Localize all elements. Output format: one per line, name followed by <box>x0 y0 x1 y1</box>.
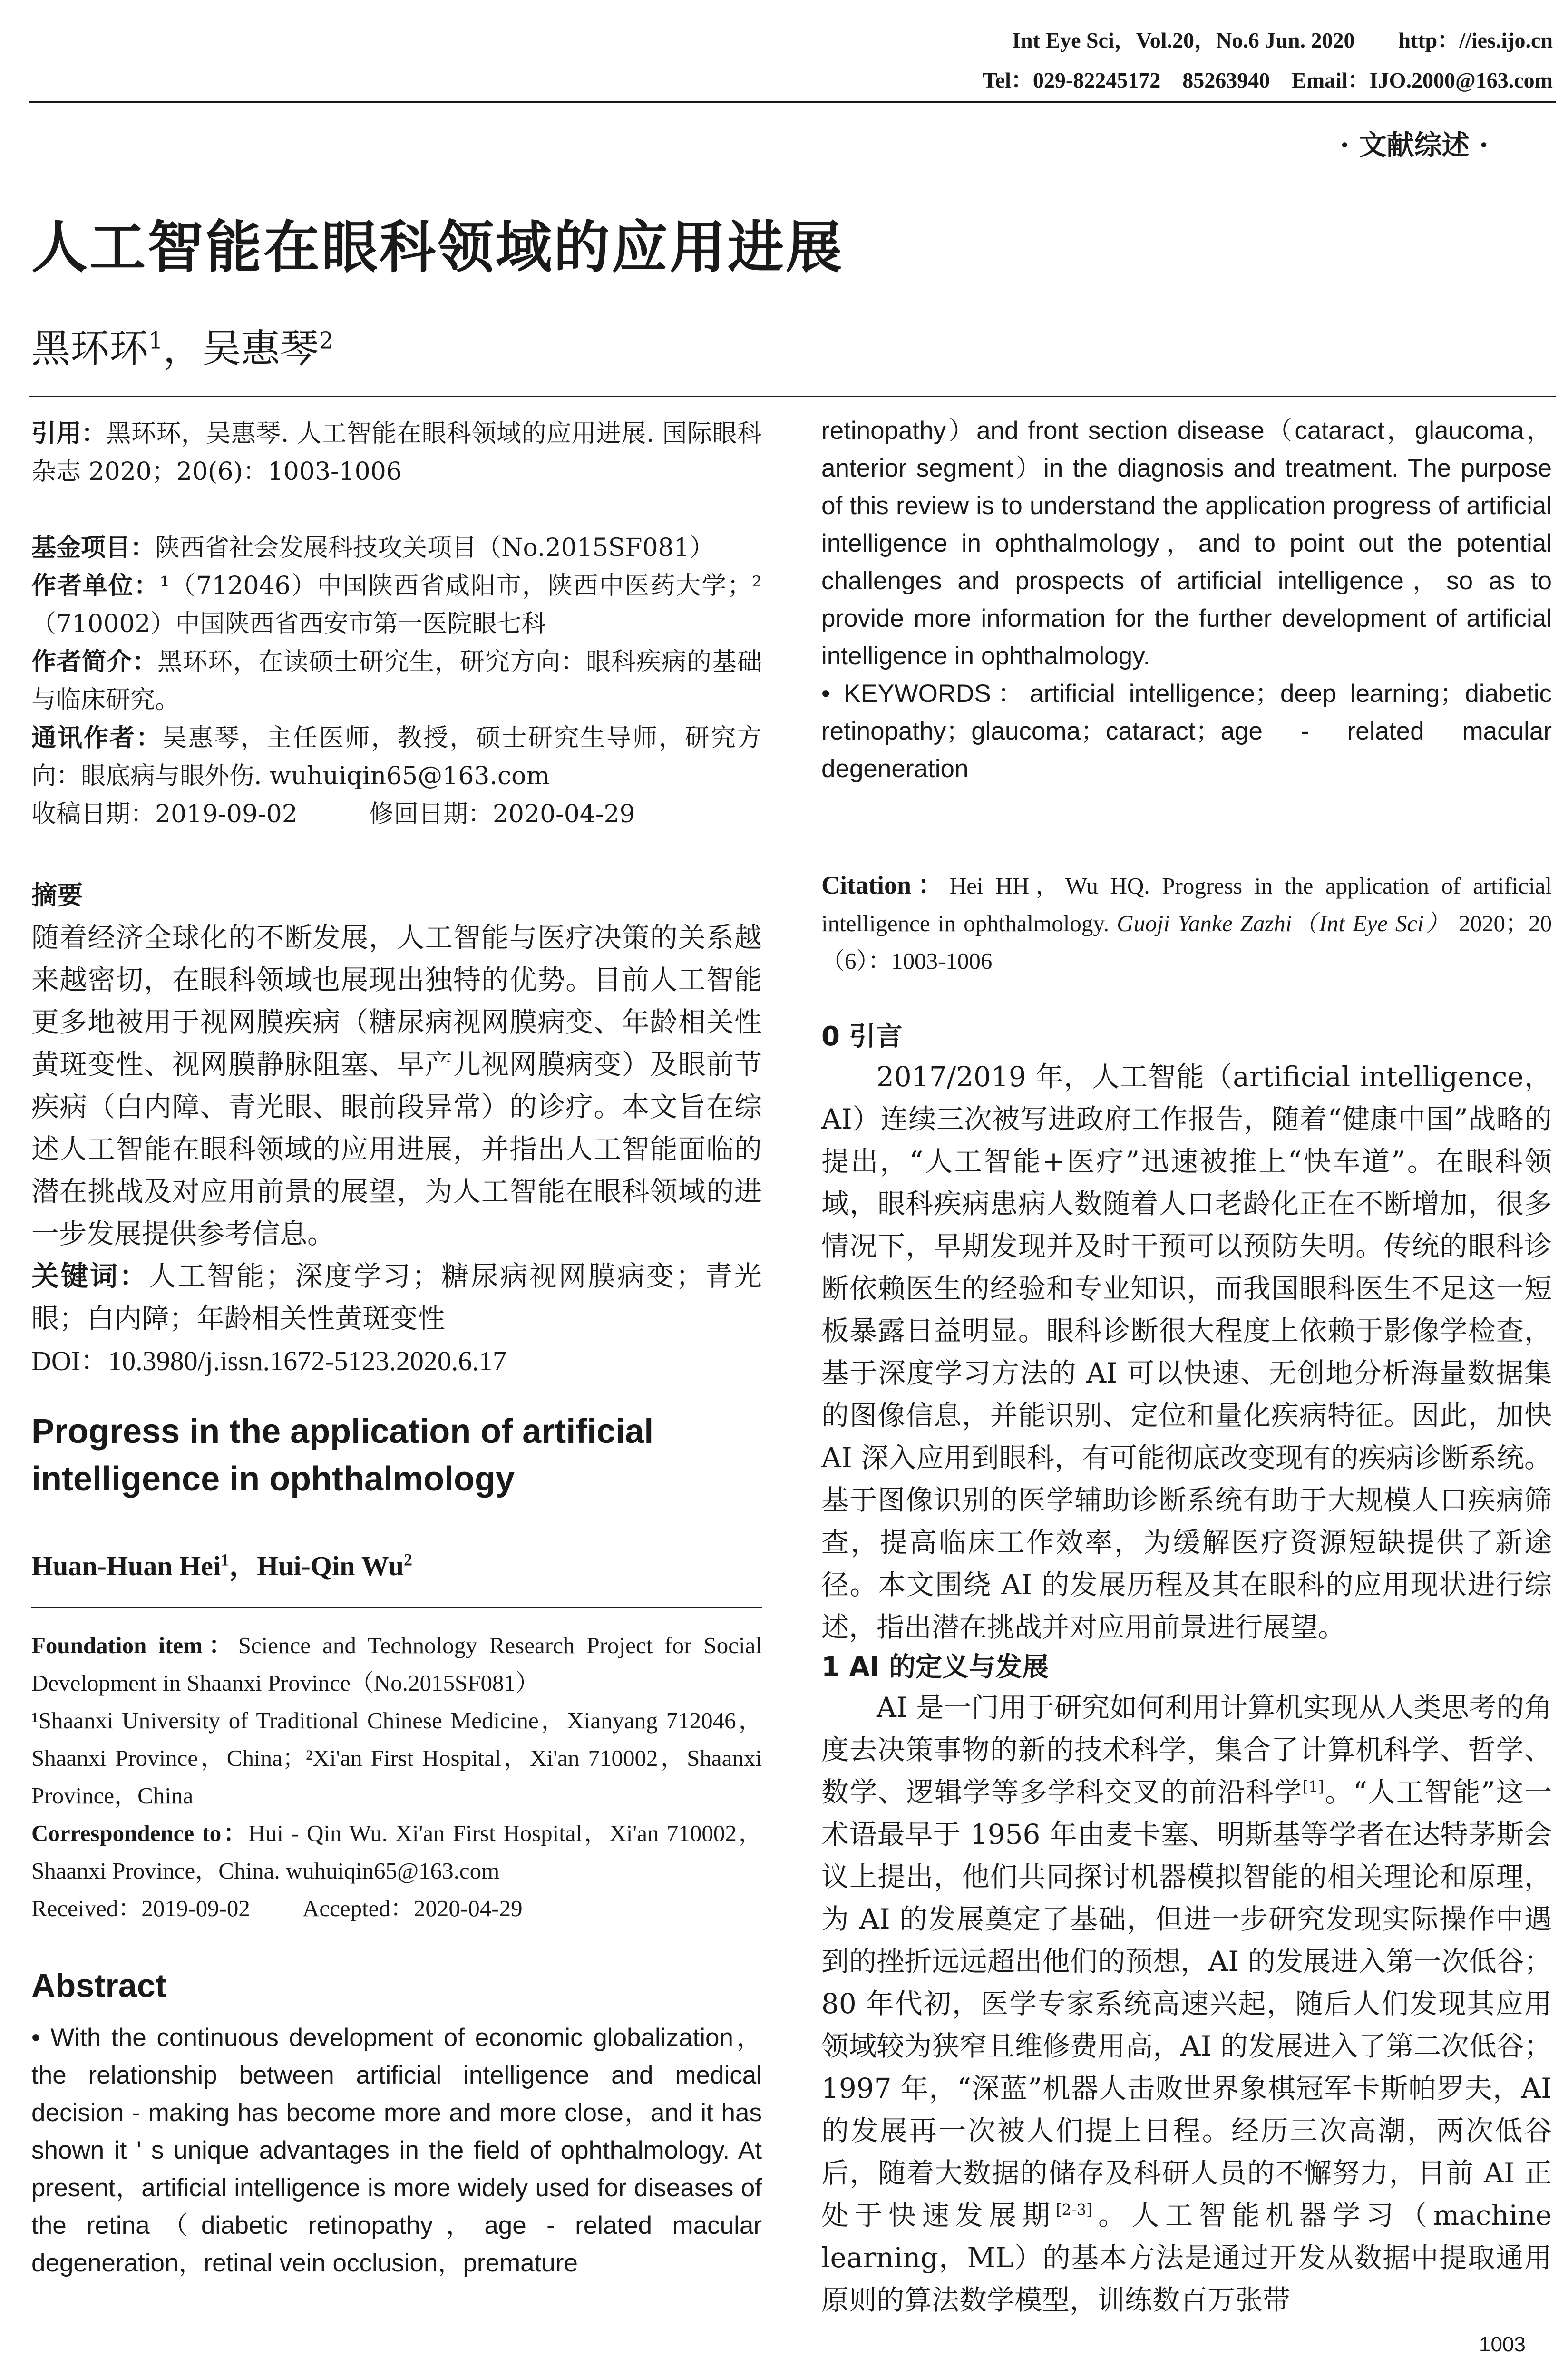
label: 作者简介： <box>31 648 157 676</box>
section-heading-definition: 1 AI 的定义与发展 <box>821 1652 1049 1683</box>
english-author-rule <box>31 1607 762 1608</box>
journal-name: Guoji Yanke Zazhi（Int Eye Sci） <box>1117 910 1451 936</box>
section-tag: · 文献综述 · <box>1340 129 1489 161</box>
definition-paragraph <box>821 1686 1552 2321</box>
text: 黑环环，在读硕士研究生，研究方向：眼科疾病的基础与临床研究。 <box>31 648 762 714</box>
text: Hei HH，Wu HQ. Progress in the application of artificial intelligence in ophthalmology. <box>821 873 1552 936</box>
foundation-line <box>31 1627 762 1702</box>
text: 陕西省社会发展科技攻关项目（No.2015SF081） <box>155 534 714 562</box>
text: 。“人工智能”这一术语最早于 1956 年由麦卡塞、明斯基等学者在达特茅斯会议上提出，他们共同探讨机器模拟智能的相关理论和原理，为 AI 的发展奠定了基础，但进一步研究发现实际操作中遇到的挫折远远超出他们的预想，AI 的发展进入第一次低谷；80 年代初，医学专家系统高速兴起，随后人们发现其应用领域较为狭窄且维修费用高，AI 的发展进入了第二次低谷；1997 年，“深蓝”机器人击败世界象棋冠军卡斯帕罗夫，AI 的发展再一次被人们提上日程。经历三次高潮，两次低谷后，随着大数据的储存及科研人员的不懈努力，目前 AI 正处于快速发展期 <box>821 1776 1552 2231</box>
reference-mark: [1] <box>1302 1777 1325 1796</box>
label: Citation： <box>821 871 950 899</box>
affiliation-mark: 1 <box>148 327 163 354</box>
text: artificial intelligence；deep learning；diabetic retinopathy；glaucoma；cataract；age - related macular degeneration <box>821 680 1552 783</box>
text: 。人工智能机器学习（machine learning，ML）的基本方法是通过开发从数据中提取通用原则的算法数学模型，训练数百万张带 <box>821 2199 1552 2316</box>
label: • KEYWORDS： <box>821 680 1030 708</box>
label: 通讯作者： <box>31 724 162 752</box>
english-abstract-body-left: • With the continuous development of economic globalization，the relationship between artificial intelligence and medical decision - making has become more and more close，and it has shown it ' s unique advantages in the field of ophthalmology. At present，artificial intelligence is more widely used for diseases of the retina（diabetic retinopathy，age - related macular degeneration，retinal vein occlusion，premature <box>31 2024 762 2277</box>
label: 基金项目： <box>31 534 156 562</box>
text: ¹（712046）中国陕西省咸阳市，陕西中医药大学；²（710002）中国陕西省西安市第一医院眼七科 <box>31 572 762 638</box>
unit-line <box>31 567 762 643</box>
page-number: 1003 <box>1479 2333 1526 2356</box>
label: 引用： <box>31 419 107 448</box>
fund-line <box>31 529 762 567</box>
corr-line <box>31 719 762 795</box>
english-keywords <box>821 675 1552 788</box>
header-rule <box>29 101 1556 103</box>
author-name: 黑环环 <box>31 326 149 371</box>
text: Hui - Qin Wu. Xi'an First Hospital，Xi'an 710002，Shaanxi Province，China. wuhuiqin65@163.com <box>31 1820 762 1884</box>
author-list <box>31 318 333 373</box>
accepted-date: Accepted：2020-04-29 <box>302 1895 523 1921</box>
received-date: Received：2019-09-02 <box>31 1895 250 1921</box>
doi-line: DOI：10.3980/j.issn.1672-5123.2020.6.17 <box>31 1345 506 1376</box>
english-author-list <box>31 1543 412 1583</box>
cn-abstract <box>31 874 762 1382</box>
affiliation-line: ¹Shaanxi University of Traditional Chinese Medicine，Xianyang 712046，Shaanxi Province，China；²Xi'an First Hospital，Xi'an 710002，Shaanxi Province，China <box>31 1707 762 1809</box>
abstract-heading: 摘要 <box>31 880 83 910</box>
title-rule <box>29 396 1556 397</box>
intro-paragraph: 2017/2019 年，人工智能（artificial intelligence，AI）连续三次被写进政府工作报告，随着“健康中国”战略的提出，“人工智能+医疗”迅速被推上“快车道”。在眼科领域，眼科疾病患病人数随着人口老龄化正在不断增加，很多情况下，早期发现并及时干预可以预防失明。传统的眼科诊断依赖医生的经验和专业知识，而我国眼科医生不足这一短板暴露日益明显。眼科诊断很大程度上依赖于影像学检查，基于深度学习方法的 AI 可以快速、无创地分析海量数据集的图像信息，并能识别、定位和量化疾病特征。因此，加快 AI 深入应用到眼科，有可能彻底改变现有的疾病诊断系统。基于图像识别的医学辅助诊断系统有助于大规模人口疾病筛查，提高临床工作效率，为缓解医疗资源短缺提供了新途径。本文围绕 AI 的发展历程及其在眼科的应用现状进行综述，指出潜在挑战并对应用前景进行展望。 <box>821 1061 1552 1643</box>
section-heading-intro: 0 引言 <box>821 1021 903 1052</box>
bio-line <box>31 643 762 719</box>
author-name: Huan-Huan Hei <box>31 1550 221 1581</box>
affiliation-mark: 1 <box>221 1550 230 1569</box>
label: 作者单位： <box>31 572 160 600</box>
abstract-body: 随着经济全球化的不断发展，人工智能与医疗决策的关系越来越密切，在眼科领域也展现出独特的优势。目前人工智能更多地被用于视网膜疾病（糖尿病视网膜病变、年龄相关性黄斑变性、视网膜静脉阻塞、早产儿视网膜病变）及眼前节疾病（白内障、青光眼、眼前段异常）的诊疗。本文旨在综述人工智能在眼科领域的应用进展，并指出人工智能面临的潜在挑战及对应用前景的展望，为人工智能在眼科领域的进一步发展提供参考信息。 <box>31 921 762 1250</box>
reference-mark: [2-3] <box>1056 2201 1092 2219</box>
label: Correspondence to： <box>31 1820 249 1846</box>
cn-citation <box>31 415 762 491</box>
label: Foundation item： <box>31 1632 238 1658</box>
text: Science and Technology Research Project for Social Development in Shaanxi Province（No.2015SF081） <box>31 1632 762 1696</box>
cn-front-info <box>31 529 762 833</box>
dates-line <box>31 1890 762 1927</box>
affiliation-mark: 2 <box>319 327 334 354</box>
affiliation-mark: 2 <box>404 1550 413 1569</box>
english-abstract-body-right: retinopathy）and front section disease（cataract，glaucoma，anterior segment）in the diagnosis and treatment. The purpose of this review is to understand the application progress of artificial intelligence in ophthalmology，and to point out the potential challenges and prospects of artificial intelligence，so as to provide more information for the further development of artificial intelligence in ophthalmology. <box>821 417 1552 670</box>
dates-line <box>31 795 762 833</box>
label: 关键词： <box>31 1260 149 1292</box>
revised-date: 修回日期：2020-04-29 <box>369 800 635 828</box>
text: AI 是一门用于研究如何利用计算机实现从人类思考的角度去决策事物的新的技术科学，集合了计算机科学、哲学、数学、逻辑学等多学科交叉的前沿科学 <box>821 1691 1552 1808</box>
text: 人工智能；深度学习；糖尿病视网膜病变；青光眼；白内障；年龄相关性黄斑变性 <box>31 1260 762 1335</box>
correspondence-line <box>31 1814 762 1890</box>
english-citation <box>821 867 1552 980</box>
text: 黑环环，吴惠琴. 人工智能在眼科领域的应用进展. 国际眼科杂志 2020；20(6)：1003-1006 <box>31 419 762 486</box>
author-separator: ， <box>229 1550 257 1581</box>
text: 2020；20（6）：1003-1006 <box>821 910 1552 974</box>
english-title: Progress in the application of artificial intelligence in ophthalmology <box>31 1413 654 1498</box>
english-abstract-right <box>821 412 1552 788</box>
received-date: 收稿日期：2019-09-02 <box>31 800 298 828</box>
journal-info-line: Int Eye Sci，Vol.20，No.6 Jun. 2020 http：//ies.ijo.cn <box>1012 28 1553 52</box>
keywords-line <box>31 1255 762 1340</box>
body-text <box>821 1018 1552 2321</box>
author-separator: ， <box>163 326 202 371</box>
author-name: Hui-Qin Wu <box>257 1550 404 1581</box>
text: 吴惠琴，主任医师，教授，硕士研究生导师，研究方向：眼底病与眼外伤. wuhuiqin65@163.com <box>31 724 762 790</box>
english-abstract-heading: Abstract <box>31 1967 166 2004</box>
author-name: 吴惠琴 <box>202 326 319 371</box>
article-title: 人工智能在眼科领域的应用进展 <box>31 214 844 280</box>
journal-contact-line: Tel：029-82245172 85263940 Email：IJO.2000@163.com <box>983 68 1553 92</box>
en-front-info <box>31 1627 762 1927</box>
